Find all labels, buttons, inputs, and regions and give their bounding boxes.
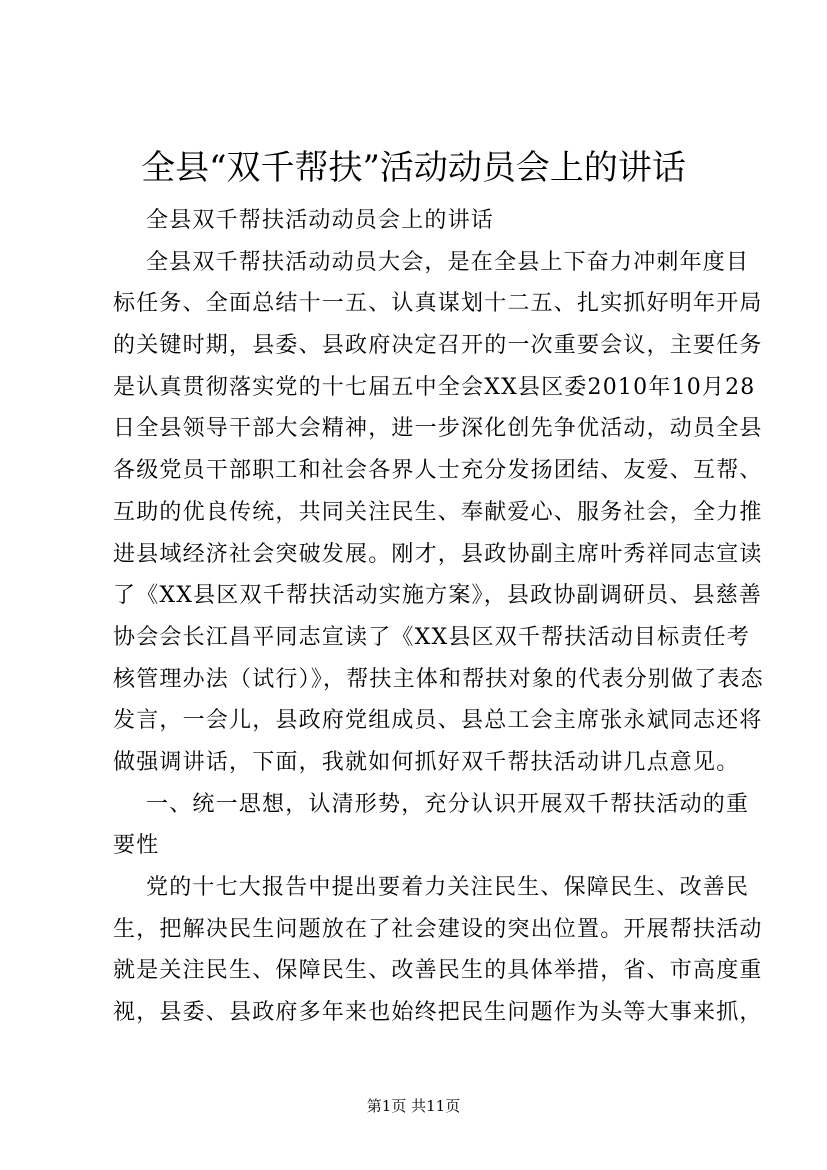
paragraph-line: 标任务、全面总结十一五、认真谋划十二五、扎实抓好明年开局 [113,291,763,317]
document-title: 全县“双千帮扶”活动动员会上的讲话 [141,148,686,188]
paragraph-line: 各级党员干部职工和社会各界人士充分发扬团结、友爱、互帮、 [113,458,763,484]
paragraph-line: 发言，一会儿，县政府党组成员、县总工会主席张永斌同志还将 [113,708,763,734]
paragraph-line: 了《XX县区双千帮扶活动实施方案》，县政协副调研员、县慈善 [113,583,763,609]
paragraph-line: 是认真贯彻落实党的十七届五中全会XX县区委2010年10月28 [113,374,756,400]
paragraph-line: 视，县委、县政府多年来也始终把民生问题作为头等大事来抓， [113,1000,763,1026]
paragraph-line: 核管理办法（试行）》，帮扶主体和帮扶对象的代表分别做了表态 [113,666,764,692]
paragraph-line: 的关键时期，县委、县政府决定召开的一次重要会议，主要任务 [113,333,763,359]
paragraph-line: 做强调讲话，下面，我就如何抓好双千帮扶活动讲几点意见。 [113,749,740,775]
paragraph-line: 生，把解决民生问题放在了社会建设的突出位置。开展帮扶活动 [113,916,763,942]
paragraph-line: 日全县领导干部大会精神，进一步深化创先争优活动，动员全县 [113,416,763,442]
section-heading-line: 要性 [113,833,160,859]
page-number-footer: 第1页 共11页 [366,1097,461,1115]
document-body [113,200,764,1034]
paragraph-line: 协会会长江昌平同志宣读了《XX县区双千帮扶活动目标责任考 [113,624,750,650]
paragraph-line: 就是关注民生、保障民生、改善民生的具体举措，省、市高度重 [113,958,763,984]
paragraph-line: 全县双千帮扶活动动员会上的讲话 [146,208,495,233]
paragraph-line: 全县双千帮扶活动动员大会，是在全县上下奋力冲刺年度目 [146,249,750,275]
paragraph-line: 党的十七大报告中提出要着力关注民生、保障民生、改善民 [146,875,750,900]
paragraph-line: 进县域经济社会突破发展。刚才，县政协副主席叶秀祥同志宣读 [113,541,763,567]
paragraph-line: 互助的优良传统，共同关注民生、奉献爱心、服务社会，全力推 [113,499,763,525]
section-heading-line: 一、统一思想，认清形势，充分认识开展双千帮扶活动的重 [146,791,750,817]
